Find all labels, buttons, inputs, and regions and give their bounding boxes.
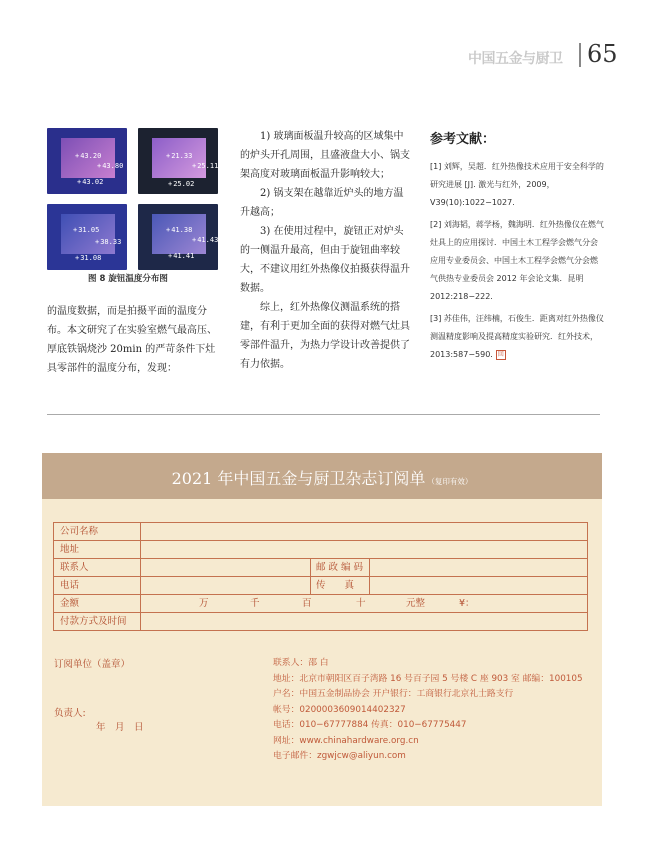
contact-info: [273, 656, 583, 765]
temp-label: + 43.02: [77, 178, 103, 186]
temp-label: + 21.33: [166, 152, 192, 160]
temp-label: + 43.20: [75, 152, 101, 160]
journal-logo: 中国五金与厨卫: [468, 51, 563, 67]
unit-shi: 十: [356, 598, 366, 609]
info-account-name: 户名：中国五金制品协会 开户银行：工商银行北京礼士路支行: [273, 689, 514, 699]
page-number: 65: [587, 40, 618, 68]
label-postcode: 邮 政 编 码: [316, 562, 364, 573]
info-contact: 联系人：邵 白: [273, 658, 329, 668]
references-title: 参考文献：: [430, 132, 496, 147]
temp-label: + 41.41: [168, 252, 194, 260]
middle-column-text: [240, 127, 412, 374]
label-payment: 付款方式及时间: [54, 613, 141, 630]
thermal-image-4: [138, 204, 218, 270]
info-website[interactable]: 网址：www.chinahardware.org.cn: [273, 735, 419, 746]
unit-yuan: 元整: [406, 598, 426, 609]
temp-label: + 25.11: [192, 162, 218, 170]
temp-label: + 38.33: [95, 238, 121, 246]
reference-item: [1] 刘辉，吴超．红外热像技术应用于安全科学的研究进展 [J]. 激光与红外，2009，V39(10):1022−1027.: [430, 162, 604, 207]
temp-label: + 41.38: [166, 226, 192, 234]
paragraph: 的温度数据，而是拍摄平面的温度分布。本文研究了在实验室燃气最高压、厚底铁锅烧沙 20min 的严苛条件下灶具零部件的温度分布，发现：: [47, 306, 217, 374]
label-fax: 传 真: [316, 580, 355, 591]
end-mark-icon: 回: [497, 350, 504, 358]
info-email[interactable]: 电子邮件：zgwjcw@aliyun.com: [273, 751, 406, 761]
subscriber-unit-label: 订阅单位（盖章）: [54, 659, 131, 670]
person-in-charge-label: 负责人:: [54, 708, 86, 719]
section-divider: [47, 414, 600, 415]
label-amount: 金额: [54, 595, 141, 612]
row-amount[interactable]: [54, 595, 587, 613]
temp-label: + 31.08: [75, 254, 101, 262]
reference-item: [2] 刘海韬，蒋学杨，魏海明．红外热像仪在燃气灶具上的应用探讨．中国土木工程学会燃气分会应用专业委员会、中国土木工程学会燃气分会燃气供热专业委员会 2012 年会论文集．昆明 2012:218−222.: [430, 220, 604, 301]
row-contact[interactable]: [54, 559, 587, 577]
subscription-table: [53, 522, 588, 631]
temp-label: + 41.43: [192, 236, 218, 244]
paragraph: 3) 在使用过程中，旋钮正对炉头的一侧温升最高，但由于旋钮曲率较大，不建议用红外热像仪拍摄获得温升数据。: [240, 226, 410, 294]
info-address: 地址：北京市朝阳区百子湾路 16 号百子园 5 号楼 C 座 903 室 邮编：100105: [273, 673, 583, 684]
thermal-image-1: [47, 128, 127, 194]
label-phone: 电话: [54, 577, 141, 594]
row-payment[interactable]: [54, 613, 587, 630]
row-phone[interactable]: [54, 577, 587, 595]
date-label: 年 月 日: [96, 722, 144, 733]
info-account-number: 帐号：0200003609014402327: [273, 704, 406, 715]
references-list: [430, 158, 605, 368]
form-title: 2021 年中国五金与厨卫杂志订阅单 （复印有效）: [171, 469, 473, 488]
figure-caption: 图 8 旋钮温度分布图: [88, 274, 168, 284]
currency-symbol: ¥：: [459, 598, 475, 609]
unit-bai: 百: [302, 598, 312, 609]
paragraph: 2) 锅支架在越靠近炉头的地方温升越高；: [240, 188, 404, 218]
header-divider: [579, 43, 581, 67]
temp-label: + 31.05: [73, 226, 99, 234]
label-address: 地址: [54, 541, 141, 558]
left-column-text: [47, 302, 224, 378]
row-address[interactable]: [54, 541, 587, 559]
thermal-image-2: [138, 128, 218, 194]
label-contact: 联系人: [54, 559, 141, 576]
thermal-image-3: [47, 204, 127, 270]
paragraph: 综上，红外热像仪测温系统的搭建，有利于更加全面的获得对燃气灶具零部件温升，为热力学设计改善提供了有力依据。: [240, 302, 410, 370]
unit-wan: 万: [199, 598, 209, 609]
label-company: 公司名称: [54, 523, 141, 540]
paragraph: 1) 玻璃面板温升较高的区域集中的炉头开孔周围，且盛液盘大小、锅支架高度对玻璃面板温升影响较大；: [240, 131, 410, 180]
reference-item: [3] 苏佳伟，汪纬楠，石俊生．距离对红外热像仪测温精度影响及提高精度实验研究．红外技术，2013:587−590. 回: [430, 314, 604, 359]
temp-label: + 43.80: [97, 162, 123, 170]
row-company[interactable]: [54, 523, 587, 541]
info-phone: 电话：010−67777884 传真：010−67775447: [273, 720, 467, 730]
unit-qian: 千: [250, 598, 260, 609]
temp-label: + 25.02: [168, 180, 194, 188]
